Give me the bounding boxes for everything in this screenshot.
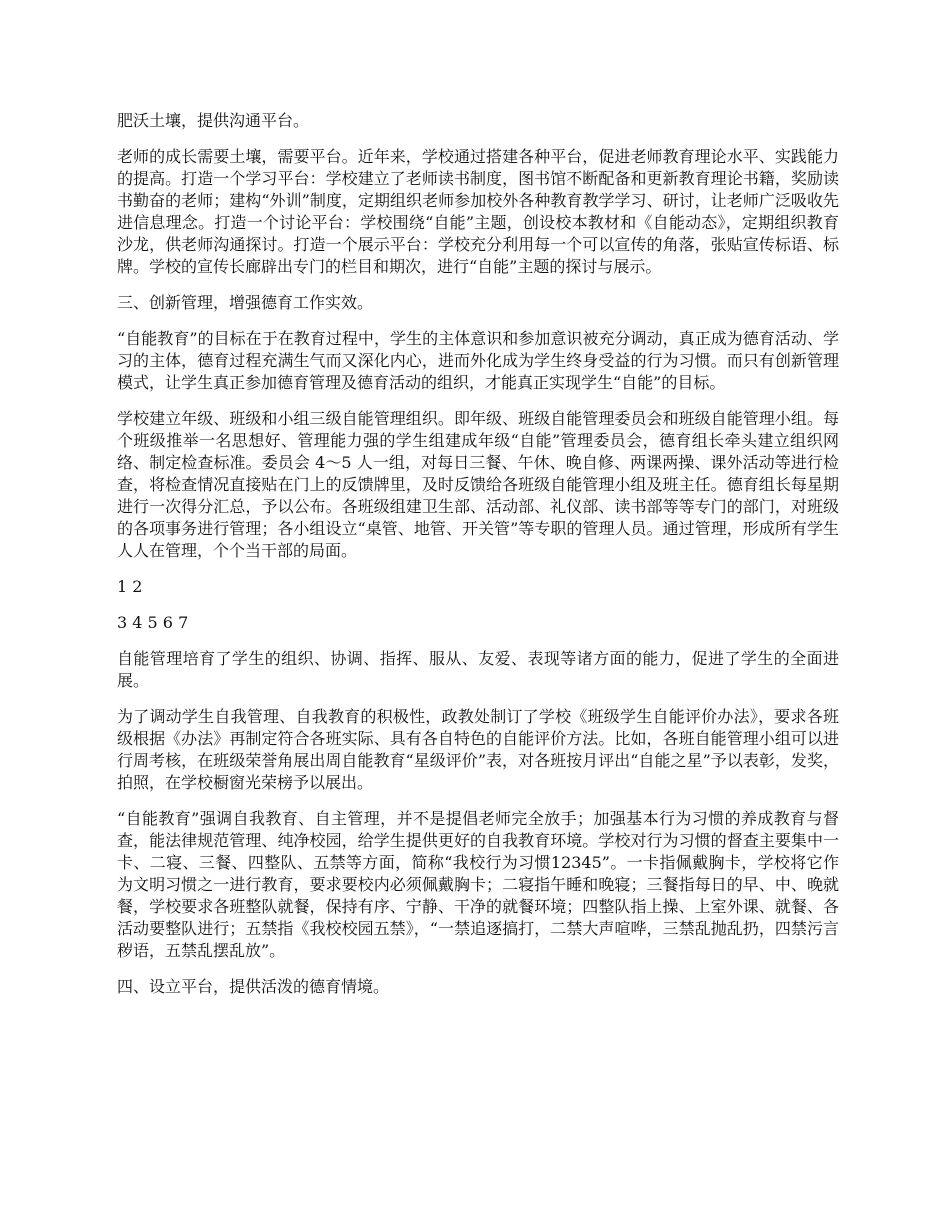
paragraph-self-education-goal: “自能教育”的目标在于在教育过程中，学生的主体意识和参加意识被充分调动，真正成为德育活动、学习的主体，德育过程充满生气而又深化内心，进而外化成为学生终身受益的行为习惯。而只有创新管理模式，让学生真正参加德育管理及德育活动的组织，才能真正实现学生“自能”的目标。 — [117, 329, 839, 392]
paragraph-teacher-growth: 老师的成长需要土壤，需要平台。近年来，学校通过搭建各种平台，促进老师教育理论水平、实践能力的提高。打造一个学习平台：学校建立了老师读书制度，图书馆不断配备和更新教育理论书籍，奖励读书勤奋的老师；建构“外训”制度，定期组织老师参加校外各种教育教学学习、研讨，让老师广泛吸收先进信息理念。打造一个讨论平台：学校围绕“自能”主题，创设校本教材和《自能动态》，定期组织教育沙龙，供老师沟通探讨。打造一个展示平台：学校充分利用每一个可以宣传的角落，张贴宣传标语、标牌。学校的宣传长廊辟出专门的栏目和期次，进行“自能”主题的探讨与展示。 — [117, 147, 839, 276]
document-page — [117, 110, 839, 1012]
section-heading-platform: 四、设立平台，提供活泼的德育情境。 — [117, 977, 390, 996]
page-marker-line-1: 1 2 — [117, 577, 143, 596]
paragraph-platform-intro: 肥沃土壤，提供沟通平台。 — [117, 111, 310, 130]
paragraph-behavior-supervision: “自能教育”强调自我教育、自主管理，并不是提倡老师完全放手；加强基本行为习惯的养成教育与督查，能法律规范管理、纯净校园，给学生提供更好的自我教育环境。学校对行为习惯的督查主要集中一卡、二寝、三餐、四整队、五禁等方面，简称“我校行为习惯12345”。一卡指佩戴胸卡，学校将它作为文明习惯之一进行教育，要求要校内必须佩戴胸卡；二寝指午睡和晚寝；三餐指每日的早、中、晚就餐，学校要求各班整队就餐，保持有序、宁静、干净的就餐环境；四整队指上操、上室外课、就餐、各活动要整队进行；五禁指《我校校园五禁》，“一禁追逐搞打，二禁大声喧哗，三禁乱抛乱扔，四禁污言秽语，五禁乱摆乱放”。 — [117, 809, 839, 960]
paragraph-management-organization: 学校建立年级、班级和小组三级自能管理组织。即年级、班级自能管理委员会和班级自能管理小组。每个班级推举一名思想好、管理能力强的学生组建成年级“自能”管理委员会，德育组长牵头建立组织网络、制定检查标准。委员会 4～5 人一组，对每日三餐、午休、晚自修、两课两操、课外活动等进行检查，将检查情况直接贴在门上的反馈牌里，及时反馈给各班级自能管理小组及班主任。德育组长每星期进行一次得分汇总，予以公布。各班级组建卫生部、活动部、礼仪部、读书部等等专门的部门，对班级的各项事务进行管理；各小组设立“桌管、地管、开关管”等专职的管理人员。通过管理，形成所有学生人人在管理，个个当干部的局面。 — [117, 409, 839, 560]
paragraph-management-abilities: 自能管理培育了学生的组织、协调、指挥、服从、友爱、表现等诸方面的能力，促进了学生的全面进展。 — [117, 649, 839, 690]
paragraph-evaluation-method: 为了调动学生自我管理、自我教育的积极性，政教处制订了学校《班级学生自能评价办法》，要求各班级根据《办法》再制定符合各班实际、具有各自特色的自能评价方法。比如，各班自能管理小组可以进行周考核，在班级荣誉角展出周自能教育“星级评价”表，对各班按月评出“自能之星”予以表彰，发奖，拍照，在学校橱窗光荣榜予以展出。 — [117, 707, 839, 792]
page-marker-line-2: 3 4 5 6 7 — [117, 613, 189, 632]
section-heading-innovation: 三、创新管理，增强德育工作实效。 — [117, 293, 374, 312]
